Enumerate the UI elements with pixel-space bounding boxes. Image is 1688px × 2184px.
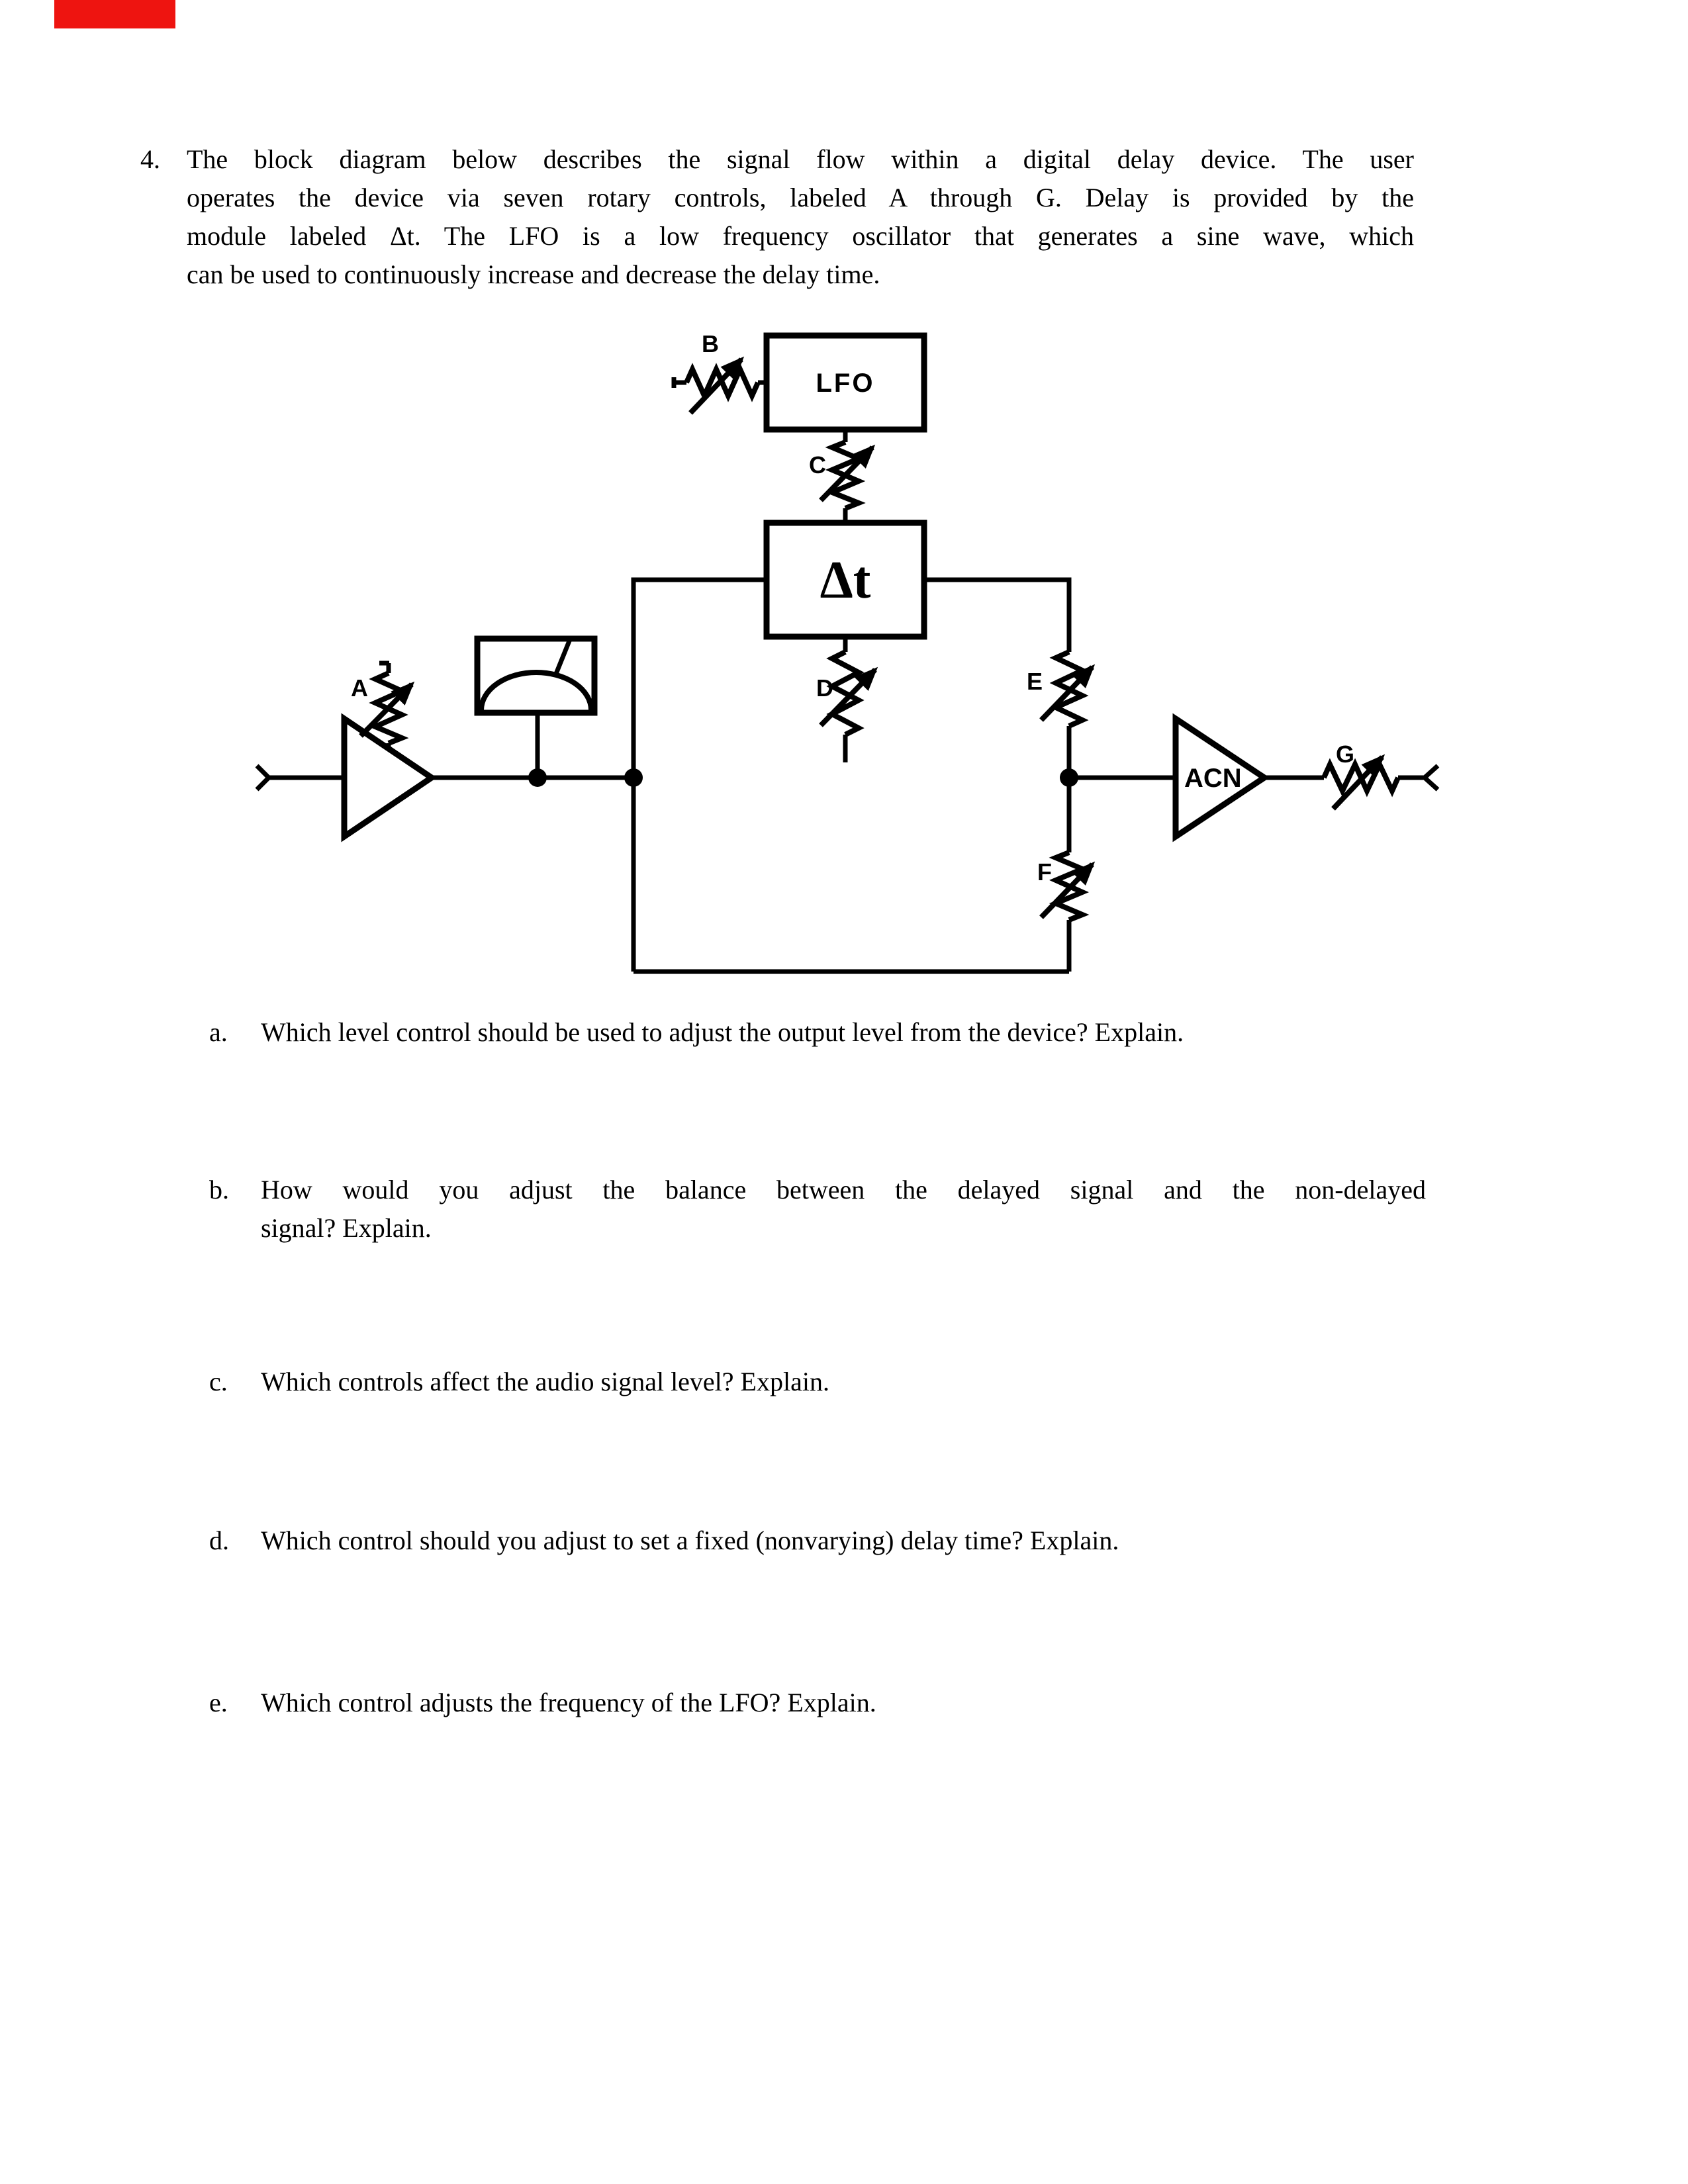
pot-f	[1037, 852, 1092, 920]
output-terminal-icon	[1425, 766, 1438, 790]
question-line: The block diagram below describes the signal flow within a digital delay device. The user	[187, 144, 1414, 174]
pot-e	[1027, 652, 1092, 726]
pot-a-label: A	[351, 674, 368, 702]
sub-question-text: Which level control should be used to adjust the output level from the device? Explain.	[261, 1017, 1184, 1047]
input-terminal-icon	[257, 766, 269, 790]
signal-wires	[257, 377, 1438, 972]
pot-g-label: G	[1335, 741, 1355, 768]
sub-question-label: d.	[209, 1525, 229, 1555]
question-number: 4.	[140, 144, 160, 174]
pot-e-label: E	[1026, 668, 1043, 695]
lfo-label: LFO	[816, 369, 875, 398]
question-line: can be used to continuously increase and decrease the delay time.	[187, 259, 880, 289]
pot-d-label: D	[816, 674, 833, 702]
acn-amplifier	[1176, 719, 1264, 837]
level-meter	[477, 639, 594, 713]
junction-dot	[528, 768, 547, 787]
pot-b-label: B	[702, 330, 719, 357]
sub-question-text: Which controls affect the audio signal level? Explain.	[261, 1367, 829, 1396]
input-amplifier	[344, 719, 432, 837]
delay-label: Δt	[820, 551, 871, 610]
question-line: operates the device via seven rotary controls, labeled A through G. Delay is provided by the	[187, 183, 1414, 212]
meter-box	[477, 639, 594, 713]
junction-dot	[624, 768, 643, 787]
sub-question-label: e.	[209, 1688, 228, 1717]
sub-question-text: How would you adjust the balance between the delayed signal and the non-delayed	[261, 1175, 1426, 1205]
pot-g	[1324, 741, 1398, 809]
junction-dot	[1060, 768, 1078, 787]
lfo-block	[767, 336, 924, 430]
sub-question-c	[209, 1363, 1426, 1401]
pot-d	[816, 652, 875, 735]
pot-f-label: F	[1037, 858, 1052, 886]
sub-question-a	[209, 1013, 1426, 1052]
sub-question-text: Which control adjusts the frequency of the LFO? Explain.	[261, 1688, 876, 1717]
sub-question-label: a.	[209, 1017, 228, 1047]
sub-question-b	[209, 1171, 1426, 1248]
sub-question-d	[209, 1522, 1426, 1560]
sub-question-e	[209, 1684, 1426, 1722]
pot-c-label: C	[809, 451, 826, 478]
sub-question-label: c.	[209, 1367, 228, 1396]
sub-question-label: b.	[209, 1175, 229, 1205]
pot-c	[809, 442, 872, 508]
sub-question-text: Which control should you adjust to set a fixed (nonvarying) delay time? Explain.	[261, 1525, 1119, 1555]
sub-question-text: signal? Explain.	[261, 1213, 432, 1243]
question-line: module labeled Δt. The LFO is a low frequency oscillator that generates a sine wave, which	[187, 221, 1414, 251]
acn-label: ACN	[1184, 764, 1242, 793]
pot-b	[686, 330, 758, 413]
delay-block	[767, 523, 924, 637]
pot-a-arrow-icon	[361, 684, 412, 736]
